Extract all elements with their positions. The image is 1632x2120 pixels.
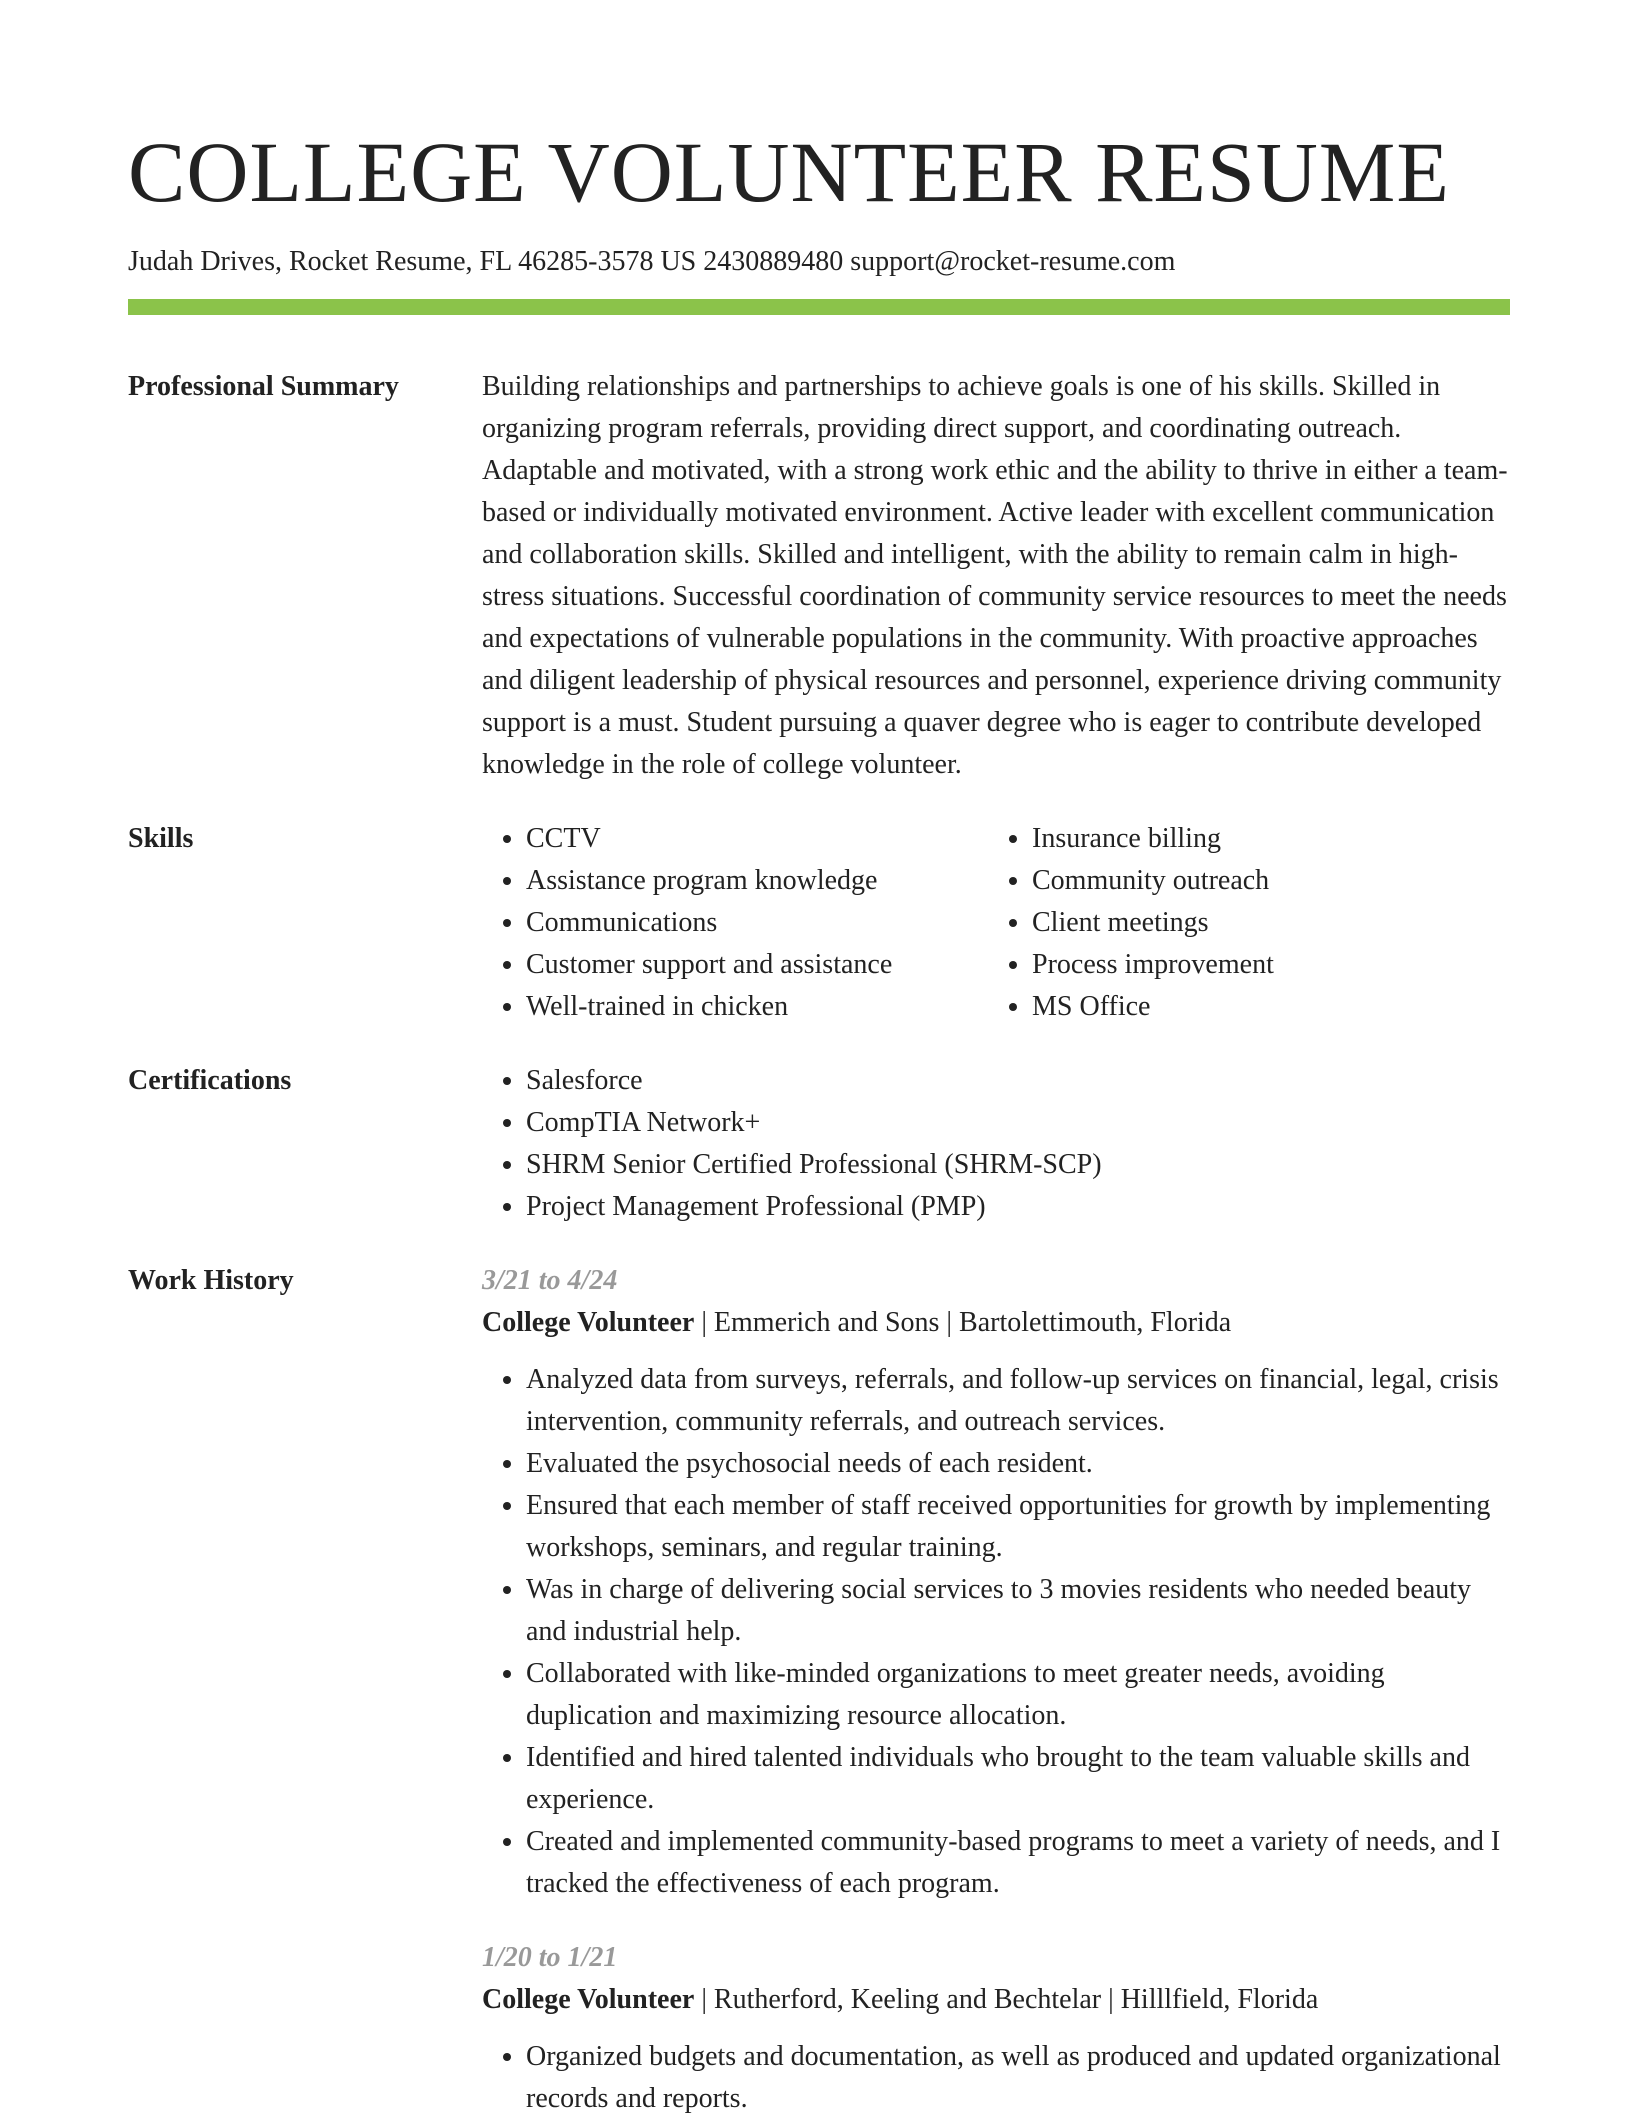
skill-item: • CCTV	[526, 818, 988, 860]
job-title: College Volunteer	[482, 1984, 695, 2015]
job-employer-location: | Rutherford, Keeling and Bechtelar | Hilllfield, Florida	[694, 1984, 1319, 2015]
certification-item: • Salesforce	[526, 1060, 1510, 1102]
job-bullet: • Ensured that each member of staff received opportunities for growth by implementing workshops, seminars, and regular training.	[526, 1485, 1510, 1569]
job-title: College Volunteer	[482, 1307, 695, 1338]
job-entry	[482, 1937, 1510, 2120]
job-bullet: • Evaluated the psychosocial needs of each resident.	[526, 1443, 1510, 1485]
skill-item: • Process improvement	[1032, 944, 1494, 986]
summary-text: Building relationships and partnerships to achieve goals is one of his skills. Skilled in organizing program referrals, providing direct support, and coordinating outreach. Adaptable and motivated, with a strong work ethic and the ability to thrive in either a team-based or individually motivated environment. Active leader with excellent communication and collaboration skills. Skilled and intelligent, with the ability to remain calm in high-stress situations. Successful coordination of community service resources to meet the needs and expectations of vulnerable populations in the community. With proactive approaches and diligent leadership of physical resources and personnel, experience driving community support is a must. Student pursuing a quaver degree who is eager to contribute developed knowledge in the role of college volunteer.	[482, 371, 1508, 780]
job-dates: 1/20 to 1/21	[482, 1942, 618, 1973]
job-bullet: • Created and implemented community-based programs to meet a variety of needs, and I tracked the effectiveness of each program.	[526, 1821, 1510, 1905]
certification-item: • CompTIA Network+	[526, 1102, 1510, 1144]
contact-line: Judah Drives, Rocket Resume, FL 46285-3578 US 2430889480 support@rocket-resume.com	[128, 246, 1176, 277]
job-bullet: • Was in charge of delivering social services to 3 movies residents who needed beauty and industrial help.	[526, 1569, 1510, 1653]
work-history-section	[128, 1260, 1510, 2120]
section-body-work-history	[482, 1260, 1510, 2120]
certifications-section	[128, 1060, 1510, 1228]
skills-section	[128, 818, 1510, 1028]
skill-item: • Community outreach	[1032, 860, 1494, 902]
job-bullets	[482, 2036, 1510, 2120]
skill-item: • Client meetings	[1032, 902, 1494, 944]
skill-item: • Well-trained in chicken	[526, 986, 988, 1028]
resume-title: COLLEGE VOLUNTEER RESUME	[128, 124, 1450, 220]
job-heading	[482, 1979, 1510, 2021]
section-label-certifications: Certifications	[128, 1065, 292, 1096]
resume-page	[128, 0, 1510, 2120]
section-label-work-history: Work History	[128, 1265, 294, 1296]
accent-divider	[128, 299, 1510, 315]
skill-item: • Customer support and assistance	[526, 944, 988, 986]
skill-item: • MS Office	[1032, 986, 1494, 1028]
professional-summary-section	[128, 366, 1510, 786]
skills-columns	[482, 818, 1510, 1028]
job-bullet: • Identified and hired talented individuals who brought to the team valuable skills and experience.	[526, 1737, 1510, 1821]
skill-item: • Assistance program knowledge	[526, 860, 988, 902]
section-label-skills: Skills	[128, 823, 194, 854]
job-bullet: • Analyzed data from surveys, referrals, and follow-up services on financial, legal, crisis intervention, community referrals, and outreach services.	[526, 1359, 1510, 1443]
section-label-professional-summary: Professional Summary	[128, 371, 399, 402]
job-bullet: • Collaborated with like-minded organizations to meet greater needs, avoiding duplication and maximizing resource allocation.	[526, 1653, 1510, 1737]
job-bullet: • Organized budgets and documentation, as well as produced and updated organizational records and reports.	[526, 2036, 1510, 2120]
section-body-professional-summary	[482, 366, 1510, 786]
skill-item: • Communications	[526, 902, 988, 944]
certifications-list	[482, 1060, 1510, 1228]
job-dates: 3/21 to 4/24	[482, 1265, 618, 1296]
certification-item: • Project Management Professional (PMP)	[526, 1186, 1510, 1228]
section-body-certifications	[482, 1060, 1510, 1228]
job-employer-location: | Emmerich and Sons | Bartolettimouth, Florida	[694, 1307, 1232, 1338]
job-entry	[482, 1260, 1510, 1905]
skills-column-1	[482, 818, 988, 1028]
certification-item: • SHRM Senior Certified Professional (SHRM-SCP)	[526, 1144, 1510, 1186]
skill-item: • Insurance billing	[1032, 818, 1494, 860]
skills-column-2	[988, 818, 1494, 1028]
job-heading	[482, 1302, 1510, 1344]
job-bullets	[482, 1359, 1510, 1905]
